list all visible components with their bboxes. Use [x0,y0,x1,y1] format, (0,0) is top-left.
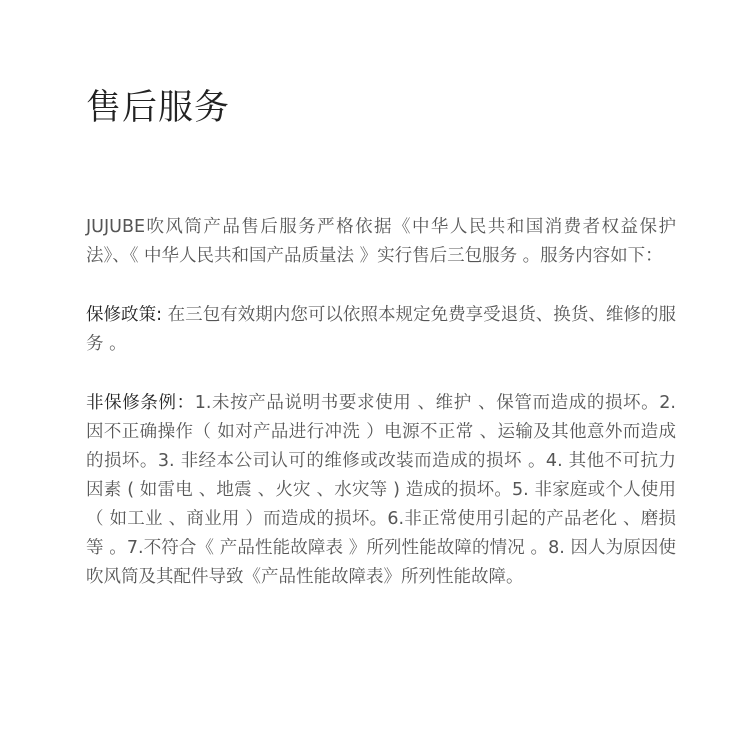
intro-paragraph: JUJUBE吹风筒产品售后服务严格依据《中华人民共和国消费者权益保护法》、《 中华人民共和国产品质量法 》实行售后三包服务 。服务内容如下： [86,217,676,266]
page-title: 售后服务 [86,88,231,128]
service-content [86,213,676,592]
exclusions-label: 非保修条例： [86,393,195,413]
warranty-policy-label: 保修政策: [86,305,163,325]
exclusions-text: 1.未按产品说明书要求使用 、维护 、保管而造成的损坏。2. 因不正确操作（ 如对产品进行冲洗 ）电源不正常 、运输及其他意外而造成的损坏。3. 非经本公司认可的维修或改装而造成的损坏 。4. 其他不可抗力因素 ( 如雷电 、地震 、火灾 、水灾等 ) 造成的损坏。5. 非家庭或个人使用（ 如工业 、商业用 ）而造成的损坏。6.非正常使用引起的产品老化 、磨损等 。7.不符合《 产品性能故障表 》所列性能故障的情况 。8. 因人为原因使吹风筒及其配件导致《产品性能故障表》所列性能故障。 [86,393,676,587]
warranty-policy-text: 在三包有效期内您可以依照本规定免费享受退货、换货、维修的服务 。 [86,305,676,354]
exclusions-paragraph [86,389,676,592]
warranty-policy-paragraph [86,301,676,359]
